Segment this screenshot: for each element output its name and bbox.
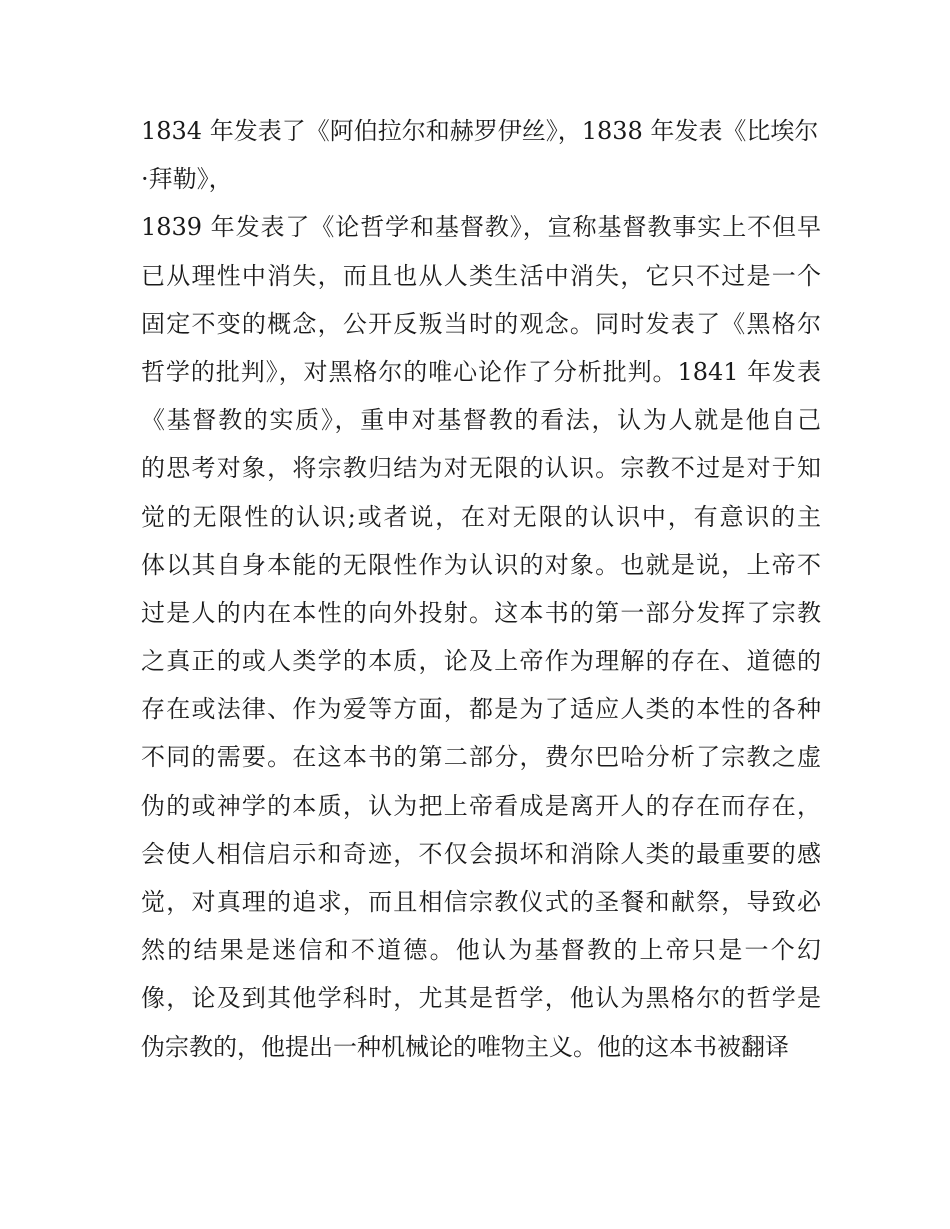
- text-line: ·拜勒》，: [141, 165, 233, 194]
- text-line: 体以其自身本能的无限性作为认识的对象。也就是说，上帝不: [141, 550, 821, 579]
- body-text: [141, 107, 821, 1071]
- text-line: 固定不变的概念，公开反叛当时的观念。同时发表了《黑格尔: [141, 309, 821, 338]
- text-line: 不同的需要。在这本书的第二部分，费尔巴哈分析了宗教之虚: [141, 743, 821, 772]
- text-line: 1839 年发表了《论哲学和基督教》，宣称基督教事实上不但早: [141, 213, 821, 242]
- text-line: 已从理性中消失，而且也从人类生活中消失，它只不过是一个: [141, 261, 821, 290]
- text-line: 像，论及到其他学科时，尤其是哲学，他认为黑格尔的哲学是: [141, 984, 821, 1013]
- text-line: 觉，对真理的追求，而且相信宗教仪式的圣餐和献祭，导致必: [141, 888, 821, 916]
- text-line: 哲学的批判》，对黑格尔的唯心论作了分析批判。1841 年发表: [141, 357, 821, 386]
- text-line: 1834 年发表了《阿伯拉尔和赫罗伊丝》，1838 年发表《比埃尔: [141, 117, 819, 145]
- text-line: 存在或法律、作为爱等方面，都是为了适应人类的本性的各种: [141, 695, 821, 724]
- text-line: 过是人的内在本性的向外投射。这本书的第一部分发挥了宗教: [141, 598, 821, 627]
- text-line: 的思考对象，将宗教归结为对无限的认识。宗教不过是对于知: [141, 454, 821, 483]
- text-line: 《基督教的实质》，重申对基督教的看法，认为人就是他自己: [141, 406, 821, 435]
- text-line: 之真正的或人类学的本质，论及上帝作为理解的存在、道德的: [141, 647, 821, 676]
- text-line: 伪宗教的，他提出一种机械论的唯物主义。他的这本书被翻译: [141, 1032, 789, 1061]
- text-line: 会使人相信启示和奇迹，不仅会损坏和消除人类的最重要的感: [141, 839, 821, 868]
- text-line: 觉的无限性的认识;或者说，在对无限的认识中，有意识的主: [141, 502, 821, 531]
- text-line: 然的结果是迷信和不道德。他认为基督教的上帝只是一个幻: [141, 936, 821, 965]
- text-line: 伪的或神学的本质，认为把上帝看成是离开人的存在而存在，: [141, 791, 821, 820]
